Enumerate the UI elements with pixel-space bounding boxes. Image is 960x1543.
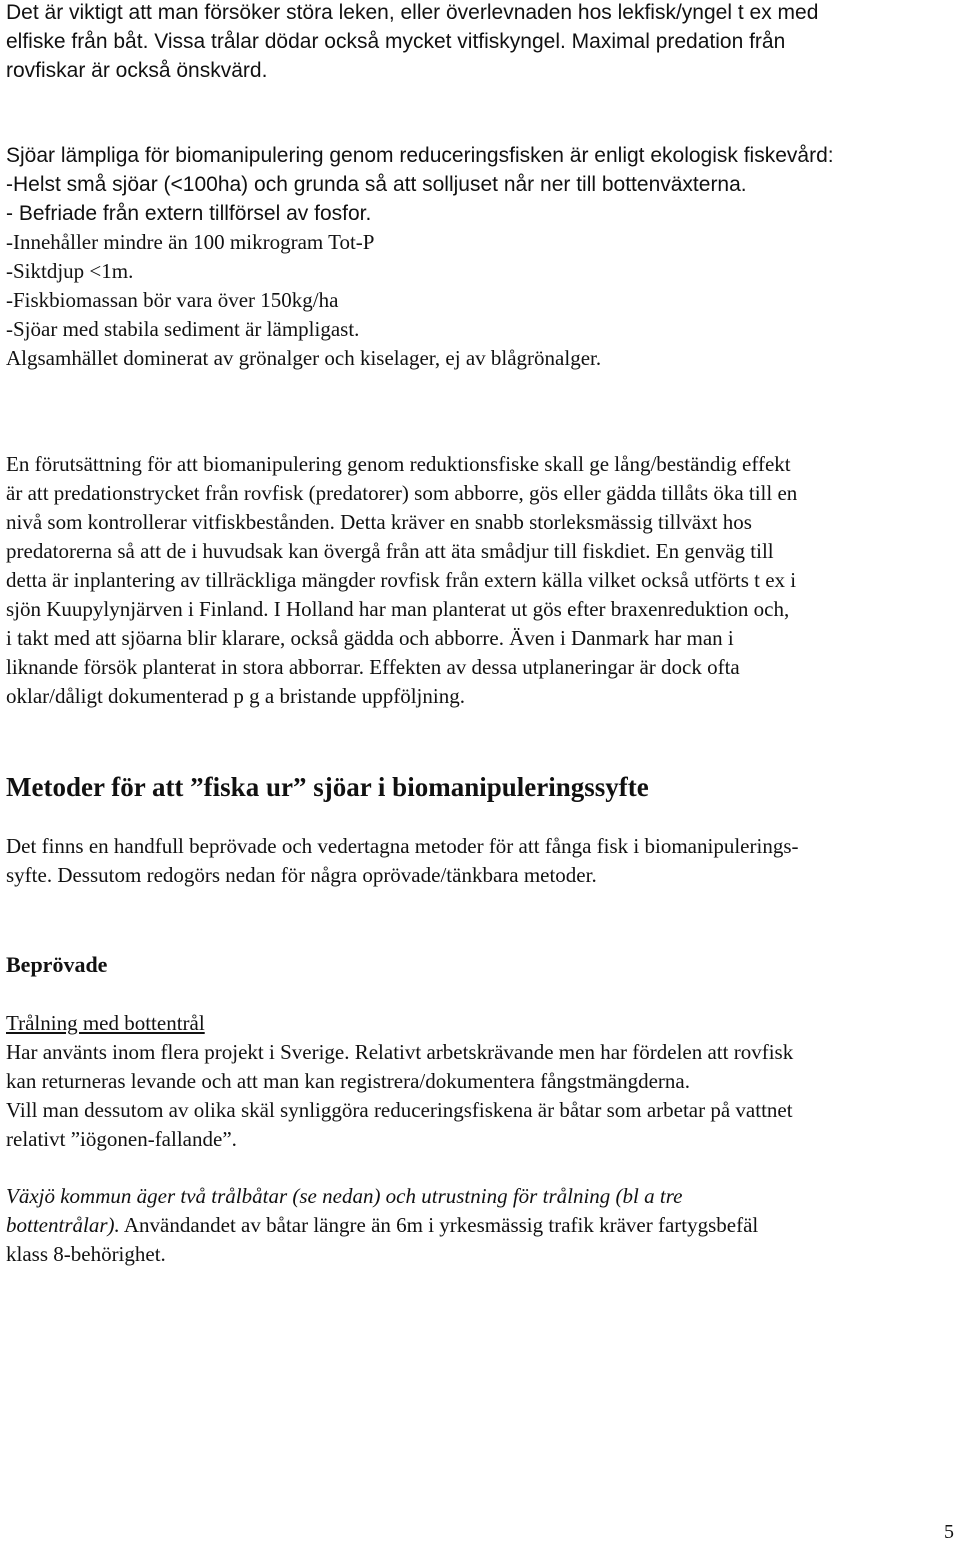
- tested-heading: Beprövade: [6, 952, 108, 977]
- predation-paragraph: [6, 450, 956, 711]
- text-line: Det finns en handfull beprövade och vedertagna metoder för att fånga fisk i biomanipulerings-: [6, 834, 799, 858]
- criteria-item: -Helst små sjöar (<100ha) och grunda så att solljuset når ner till bottenväxterna.: [6, 173, 747, 196]
- text-line: kan returneras levande och att man kan registrera/dokumentera fångstmängderna.: [6, 1069, 690, 1093]
- text-line: [6, 1211, 956, 1240]
- text-line: elfiske från båt. Vissa trålar dödar också mycket vitfiskyngel. Maximal predation från: [6, 30, 786, 53]
- regular-text: Användandet av båtar längre än 6m i yrkesmässig trafik kräver fartygsbefäl: [119, 1213, 759, 1237]
- text-line: Har använts inom flera projekt i Sverige. Relativt arbetskrävande men har fördelen att rovfisk: [6, 1040, 794, 1064]
- text-line: klass 8-behörighet.: [6, 1242, 166, 1266]
- text-line: nivå som kontrollerar vitfiskbestånden. Detta kräver en snabb storleksmässig tillväxt hos: [6, 510, 752, 534]
- text-line: syfte. Dessutom redogörs nedan för några oprövade/tänkbara metoder.: [6, 863, 597, 887]
- criteria-item: -Sjöar med stabila sediment är lämpligast.: [6, 317, 360, 341]
- text-line: Växjö kommun äger två trålbåtar (se nedan) och utrustning för trålning (bl a tre: [6, 1184, 683, 1208]
- criteria-list: [6, 170, 956, 373]
- criteria-item: -Fiskbiomassan bör vara över 150kg/ha: [6, 288, 339, 312]
- suitable-lakes-heading: Sjöar lämpliga för biomanipulering genom reduceringsfisken är enligt ekologisk fiskevård:: [6, 144, 834, 167]
- italic-text: bottentrålar).: [6, 1213, 120, 1237]
- text-line: predatorerna så att de i huvudsak kan övergå från att äta smådjur till fiskdiet. En genväg till: [6, 539, 774, 563]
- methods-heading: Metoder för att ”fiska ur” sjöar i biomanipuleringssyfte: [6, 772, 649, 802]
- intro-paragraph: [6, 0, 956, 85]
- text-line: En förutsättning för att biomanipulering genom reduktionsfiske skall ge lång/beständig effekt: [6, 452, 791, 476]
- criteria-item: - Befriade från extern tillförsel av fosfor.: [6, 202, 372, 225]
- text-line: detta är inplantering av tillräckliga mängder rovfisk från extern källa vilket också utförts t ex i: [6, 568, 797, 592]
- vaxjo-paragraph: [6, 1182, 956, 1269]
- text-line: är att predationstrycket från rovfisk (predatorer) som abborre, gös eller gädda tillåts öka till en: [6, 481, 798, 505]
- trawling-section: [6, 1009, 956, 1154]
- criteria-item: -Siktdjup <1m.: [6, 259, 134, 283]
- text-line: Vill man dessutom av olika skäl synliggöra reduceringsfiskena är båtar som arbetar på vattnet: [6, 1098, 793, 1122]
- criteria-item: Algsamhället dominerat av grönalger och kiselager, ej av blågrönalger.: [6, 346, 602, 370]
- methods-intro: [6, 832, 956, 890]
- page-number: 5: [944, 1521, 954, 1543]
- text-line: sjön Kuupylynjärven i Finland. I Holland har man planterat ut gös efter braxenreduktion och,: [6, 597, 790, 621]
- text-line: relativt ”iögonen-fallande”.: [6, 1127, 237, 1151]
- text-line: liknande försök planterat in stora abborrar. Effekten av dessa utplaneringar är dock ofta: [6, 655, 740, 679]
- text-line: rovfiskar är också önskvärd.: [6, 59, 268, 82]
- text-line: oklar/dåligt dokumenterad p g a bristande uppföljning.: [6, 684, 465, 708]
- text-line: i takt med att sjöarna blir klarare, också gädda och abborre. Även i Danmark har man i: [6, 626, 734, 650]
- text-line: Det är viktigt att man försöker störa leken, eller överlevnaden hos lekfisk/yngel t ex med: [6, 1, 819, 24]
- criteria-item: -Innehåller mindre än 100 mikrogram Tot-P: [6, 230, 375, 254]
- trawling-title: Trålning med bottentrål: [6, 1011, 205, 1035]
